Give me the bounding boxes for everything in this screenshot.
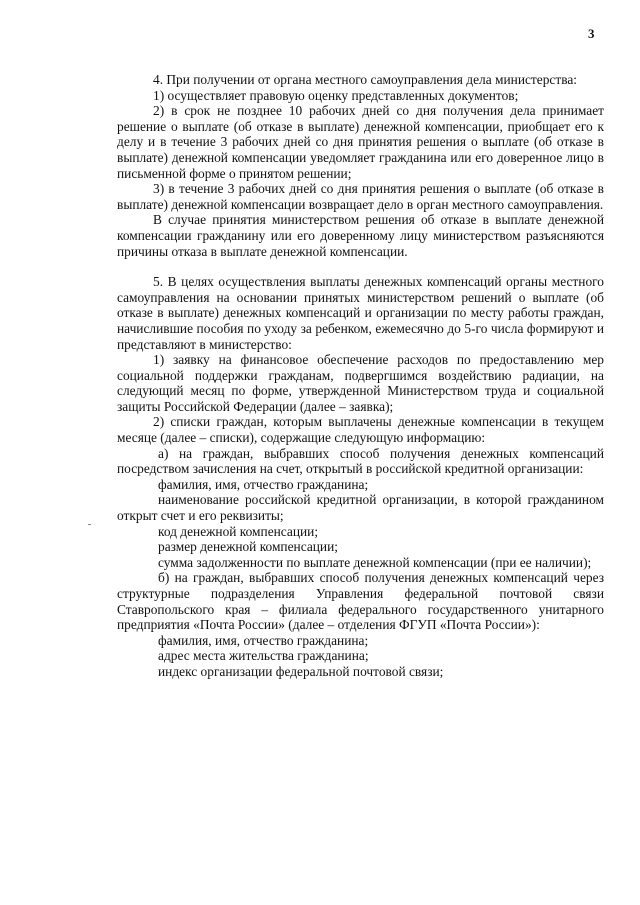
section-5-item-1: 1) заявку на финансовое обеспечение расходов по предоставлению мер социальной поддержки гражданам, подвергшимся воздействию радиации, на следующий месяц по форме, утвержденной Министерством труда и социальной защиты Российской Федерации (далее – заявка); (117, 352, 604, 414)
section-4-item-1: 1) осуществляет правовую оценку представленных документов; (153, 87, 519, 103)
page-number: 3 (588, 26, 595, 41)
subitem-a-field: код денежной компенсации; (158, 523, 319, 539)
section-5-intro: 5. В целях осуществления выплаты денежных компенсаций органы местного самоуправления на основании принятых министерством решений о выплате (об отказе в выплате) денежных компенсаций и организации по месту работы граждан, начислившие пособия по уходу за ребенком, ежемесячно до 5-го числа формируют и представляют в министерство: (117, 274, 604, 352)
section-4-item-3: 3) в течение 3 рабочих дней со дня принятия решения о выплате (об отказе в выплате) денежной компенсации возвращает дело в орган местного самоуправления. (117, 181, 604, 212)
subitem-a-field: размер денежной компенсации; (158, 539, 338, 555)
subitem-a-field: наименование российской кредитной организации, в которой гражданином открыт счет и его реквизиты; (117, 492, 604, 524)
section-4-item-2: 2) в срок не позднее 10 рабочих дней со дня получения дела принимает решение о выплате (об отказе в выплате) денежной компенсации, приобщает его к делу и в течение 3 рабочих дней со дня принятия решения о выплате (об отказе в выплате) денежной компенсации уведомляет гражданина или его доверенное лицо в письменной форме о принятом решении; (117, 103, 604, 181)
section-5-subitem-b: б) на граждан, выбравших способ получения денежных компенсаций через структурные подразделения Управления федеральной почтовой связи Ставропольского края – филиала федерального государственного унитарного предприятия «Почта России» (далее – отделения ФГУП «Почта России»): (117, 570, 604, 633)
subitem-a-field: сумма задолженности по выплате денежной компенсации (при ее наличии); (158, 554, 592, 570)
scan-artifact (88, 524, 91, 525)
subitem-a-field: фамилия, имя, отчество гражданина; (158, 476, 369, 492)
subitem-b-field: фамилия, имя, отчество гражданина; (158, 632, 369, 648)
section-4-refusal-paragraph: В случае принятия министерством решения об отказе в выплате денежной компенсации гражданину или его доверенному лицу министерством разъясняются причины отказа в выплате денежной компенсации. (117, 212, 604, 259)
document-body (117, 72, 604, 680)
paragraph-gap (117, 259, 604, 274)
section-5-subitem-a: а) на граждан, выбравших способ получения денежных компенсаций посредством зачисления на счет, открытый в российской кредитной организации: (117, 445, 604, 477)
section-5-item-2: 2) списки граждан, которым выплачены денежные компенсации в текущем месяце (далее – списки), содержащие следующую информацию: (117, 414, 604, 446)
section-4-intro: 4. При получении от органа местного самоуправления дела министерства: (153, 72, 578, 87)
subitem-b-field: индекс организации федеральной почтовой связи; (158, 663, 444, 679)
subitem-b-field: адрес места жительства гражданина; (158, 648, 369, 664)
